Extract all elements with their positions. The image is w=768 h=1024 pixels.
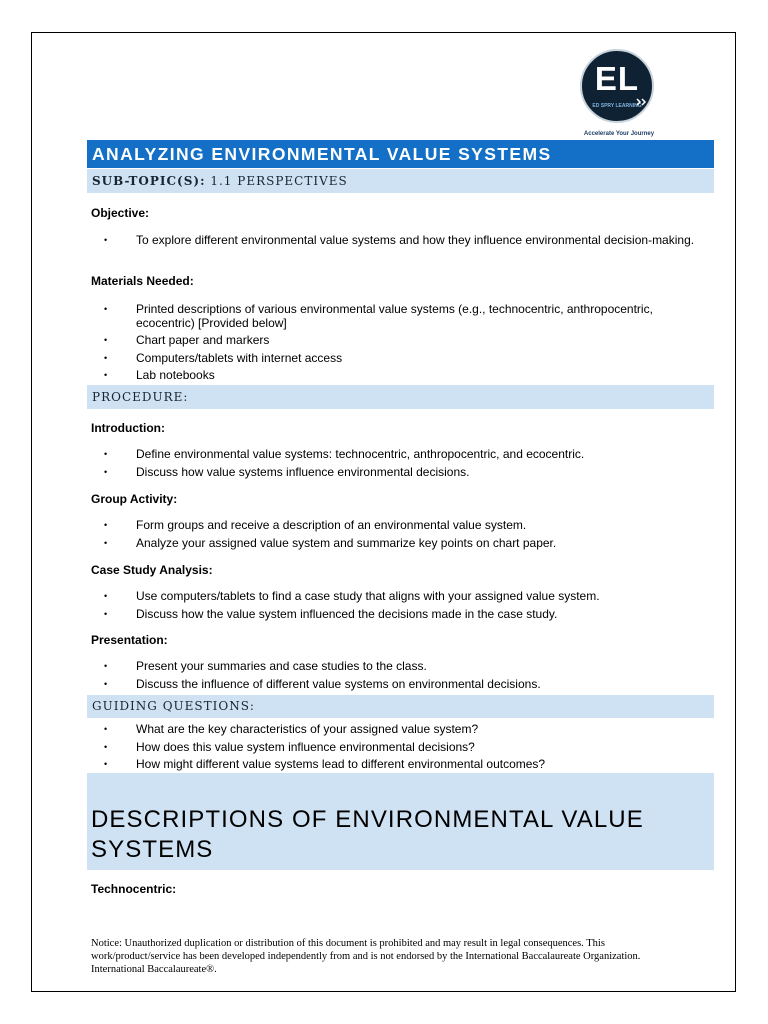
bullet-icon: • xyxy=(104,661,108,671)
logo-badge xyxy=(580,49,654,123)
descriptions-heading: DESCRIPTIONS OF ENVIRONMENTAL VALUE SYSTEMS xyxy=(87,773,714,870)
list-item xyxy=(104,233,696,247)
list-item-text: Use computers/tablets to find a case study that aligns with your assigned value system. xyxy=(136,589,600,603)
list-item xyxy=(104,465,696,479)
introduction-heading: Introduction: xyxy=(91,421,165,435)
list-item xyxy=(104,740,696,754)
list-item-text: Discuss how value systems influence environmental decisions. xyxy=(136,465,470,479)
bullet-icon: • xyxy=(104,304,108,314)
list-item xyxy=(104,447,696,461)
bullet-icon: • xyxy=(104,520,108,530)
list-item xyxy=(104,518,696,532)
materials-heading: Materials Needed: xyxy=(91,274,194,288)
technocentric-heading: Technocentric: xyxy=(91,882,177,896)
subtopic-value: 1.1 PERSPECTIVES xyxy=(210,174,348,188)
list-item-text: To explore different environmental value systems and how they influence environmental decision-making. xyxy=(136,233,695,247)
bullet-icon: • xyxy=(104,449,108,459)
logo-letters: EL xyxy=(594,60,640,97)
list-item xyxy=(104,536,696,550)
bullet-icon: • xyxy=(104,235,108,245)
bullet-icon: • xyxy=(104,370,108,380)
subtopic-label: SUB-TOPIC(S): xyxy=(92,174,206,188)
list-item xyxy=(104,333,696,347)
list-item-text: Printed descriptions of various environmental value systems (e.g., technocentric, anthropocentric, ecocentric) [Provided below] xyxy=(136,302,653,330)
list-item xyxy=(104,722,696,736)
guiding-questions-band: GUIDING QUESTIONS: xyxy=(87,695,714,718)
legal-notice: Notice: Unauthorized duplication or distribution of this document is prohibited and may result in legal consequences. This work/product/service has been developed independently from and is not endorsed by the International Baccalaureate Organization. International Baccalaureate®. xyxy=(91,938,641,975)
list-item xyxy=(104,351,696,365)
list-item xyxy=(104,757,696,771)
list-item xyxy=(104,677,696,691)
bullet-icon: • xyxy=(104,609,108,619)
list-item-text: Present your summaries and case studies to the class. xyxy=(136,659,427,673)
subtopic-band xyxy=(87,169,714,193)
list-item-text: Define environmental value systems: technocentric, anthropocentric, and ecocentric. xyxy=(136,447,585,461)
list-item xyxy=(104,368,696,382)
case-study-heading: Case Study Analysis: xyxy=(91,563,213,577)
list-item-text: Chart paper and markers xyxy=(136,333,270,347)
list-item-text: How does this value system influence environmental decisions? xyxy=(136,740,475,754)
document-page xyxy=(31,32,736,992)
bullet-icon: • xyxy=(104,679,108,689)
group-activity-heading: Group Activity: xyxy=(91,492,178,506)
double-chevron-icon xyxy=(636,98,650,106)
list-item-text: What are the key characteristics of your assigned value system? xyxy=(136,722,479,736)
bullet-icon: • xyxy=(104,538,108,548)
list-item-text: Discuss how the value system influenced the decisions made in the case study. xyxy=(136,607,558,621)
logo-subtitle: ED SPRY LEARNING xyxy=(592,103,642,109)
list-item xyxy=(104,659,696,673)
procedure-band: PROCEDURE: xyxy=(87,385,714,409)
list-item-text: Discuss the influence of different value systems on environmental decisions. xyxy=(136,677,541,691)
list-item-text: Analyze your assigned value system and summarize key points on chart paper. xyxy=(136,536,557,550)
presentation-heading: Presentation: xyxy=(91,633,168,647)
bullet-icon: • xyxy=(104,724,108,734)
bullet-icon: • xyxy=(104,353,108,363)
bullet-icon: • xyxy=(104,742,108,752)
bullet-icon: • xyxy=(104,759,108,769)
list-item-text: Form groups and receive a description of an environmental value system. xyxy=(136,518,527,532)
bullet-icon: • xyxy=(104,591,108,601)
objective-heading: Objective: xyxy=(91,206,150,220)
list-item-text: Computers/tablets with internet access xyxy=(136,351,343,365)
list-item xyxy=(104,589,696,603)
list-item xyxy=(104,302,696,330)
bullet-icon: • xyxy=(104,467,108,477)
list-item-text: Lab notebooks xyxy=(136,368,215,382)
ed-spry-learning-logo xyxy=(578,49,660,141)
list-item-text: How might different value systems lead to different environmental outcomes? xyxy=(136,757,546,771)
logo-tagline: Accelerate Your Journey xyxy=(583,131,655,137)
bullet-icon: • xyxy=(104,335,108,345)
page-title: ANALYZING ENVIRONMENTAL VALUE SYSTEMS xyxy=(87,140,714,168)
list-item xyxy=(104,607,696,621)
